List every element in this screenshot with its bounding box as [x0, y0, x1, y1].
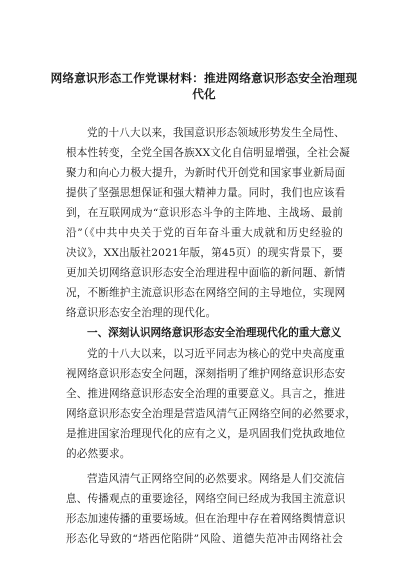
paragraph-3-line: 形态加速传播的重要场域。但在治理中存在着网络舆情意识: [66, 513, 346, 525]
paragraph-1-line: 络意识形态安全治理的现代化。: [66, 307, 217, 319]
paragraph-1-line: 更加关切网络意识形态安全治理进程中面临的新问题、新情: [66, 267, 346, 279]
paragraph-1-line: 提供了坚强思想保证和强大精神力量。同时，我们也应该看: [66, 187, 346, 199]
paragraph-1-line: 聚力和向心力极大提升，为新时代开创党和国家事业新局面: [66, 167, 346, 179]
paragraph-3-line: 营造风清气正网络空间的必然要求。网络是人们交流信: [87, 473, 345, 485]
document-title: [50, 70, 358, 102]
paragraph-2-line: 党的十八大以来，以习近平同志为核心的党中央高度重: [87, 348, 345, 360]
paragraph-2-line: 网络意识形态安全治理是营造风清气正网络空间的必然要求，: [66, 408, 357, 420]
paragraph-1-line: 况，不断维护主流意识形态在网络空间的主导地位，实现网: [66, 287, 346, 299]
paragraph-1-line: 党的十八大以来，我国意识形态领域形势发生全局性、: [87, 127, 345, 139]
paragraph-1-line: 沿”（《中共中央关于党的百年奋斗重大成就和历史经验的: [66, 227, 343, 239]
paragraph-2-line: 全、推进网络意识形态安全治理的重要意义。具言之，推进: [66, 388, 346, 400]
section-heading: 一、深刻认识网络意识形态安全治理现代化的重大意义: [87, 327, 342, 339]
paragraph-2-line: 视网络意识形态安全问题，深刻指明了维护网络意识形态安: [66, 368, 346, 380]
paragraph-1-line: 决议》，XX出版社2021年版，第45页）的现实背景下，要: [66, 247, 344, 259]
title-line-1: 网络意识形态工作党课材料：推进网络意识形态安全治理现: [50, 71, 358, 85]
paragraph-3-line: 形态化导致的“塔西佗陷阱”风险、道德失范冲击网络社会: [66, 533, 343, 545]
paragraph-1-line: 根本性转变，全党全国各族XX文化自信明显增强，全社会凝: [66, 147, 350, 159]
title-line-2: 代化: [192, 87, 216, 101]
paragraph-1-line: 到，在互联网成为“意识形态斗争的主阵地、主战场、最前: [66, 207, 343, 219]
paragraph-2-line: 的必然要求。: [66, 448, 131, 460]
paragraph-2-line: 是推进国家治理现代化的应有之义，是巩固我们党执政地位: [66, 428, 346, 440]
paragraph-3-line: 息、传播观点的重要途径，网络空间已经成为我国主流意识: [66, 493, 346, 505]
